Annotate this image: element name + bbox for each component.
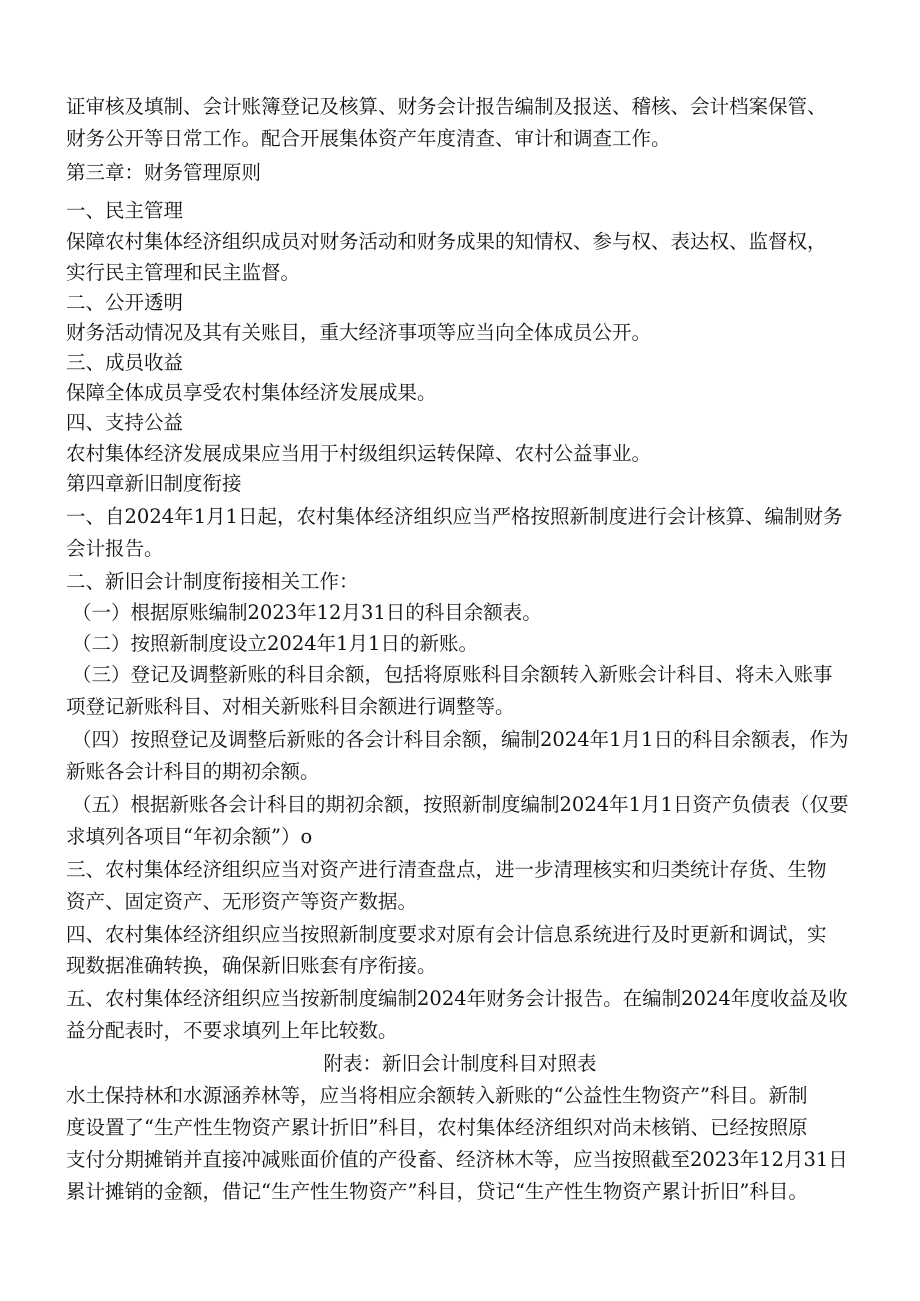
text-line: 项登记新账科目、对相关新账科目余额进行调整等。 xyxy=(66,695,515,718)
text-line: 累计摊销的金额，借记“生产性生物资产”科目，贷记“生产性生物资产累计折旧”科目。 xyxy=(66,1180,808,1203)
text-line: 水土保持林和水源涵养林等，应当将相应余额转入新账的“公益性生物资产”科目。新制 xyxy=(66,1084,808,1107)
list-item: （四）按照登记及调整后新账的各会计科目余额，编制2024年1月1日的科目余额表，作为 xyxy=(72,728,849,751)
text-line: 求填列各项目“年初余额”）o xyxy=(66,825,313,848)
chapter-heading: 第三章：财务管理原则 xyxy=(66,161,262,184)
text-line: 会计报告。 xyxy=(66,537,164,560)
text-line: 益分配表时，不要求填列上年比较数。 xyxy=(66,1019,398,1042)
section-heading: 四、支持公益 xyxy=(66,411,184,434)
list-item: （一）根据原账编制2023年12月31日的科目余额表。 xyxy=(72,601,542,624)
list-item: （五）根据新账各会计科目的期初余额，按照新制度编制2024年1月1日资产负债表（仅要 xyxy=(72,793,849,816)
section-heading: 三、成员收益 xyxy=(66,351,184,374)
text-line: 四、农村集体经济组织应当按照新制度要求对原有会计信息系统进行及时更新和调试，实 xyxy=(66,923,827,946)
text-line: 新账各会计科目的期初余额。 xyxy=(66,760,320,783)
text-line: 支付分期摊销并直接冲减账面价值的产役畜、经济林木等，应当按照截至2023年12月31日 xyxy=(66,1148,848,1171)
text-line: 保障农村集体经济组织成员对财务活动和财务成果的知情权、参与权、表达权、监督权， xyxy=(66,230,827,253)
chapter-heading: 第四章新旧制度衔接 xyxy=(66,472,242,495)
text-line: 五、农村集体经济组织应当按新制度编制2024年财务会计报告。在编制2024年度收益及收 xyxy=(66,987,848,1010)
text-line: 财务公开等日常工作。配合开展集体资产年度清查、审计和调查工作。 xyxy=(66,127,671,150)
text-line: 证审核及填制、会计账簿登记及核算、财务会计报告编制及报送、稽核、会计档案保管、 xyxy=(66,95,827,118)
text-line: 保障全体成员享受农村集体经济发展成果。 xyxy=(66,381,437,404)
section-heading: 二、公开透明 xyxy=(66,291,184,314)
text-line: 实行民主管理和民主监督。 xyxy=(66,261,301,284)
text-line: 现数据准确转换，确保新旧账套有序衔接。 xyxy=(66,954,437,977)
section-heading: 一、民主管理 xyxy=(66,199,184,222)
text-line: 资产、固定资产、无形资产等资产数据。 xyxy=(66,890,418,913)
list-item: （三）登记及调整新账的科目余额，包括将原账科目余额转入新账会计科目、将未入账事 xyxy=(72,663,833,686)
text-line: 财务活动情况及其有关账目，重大经济事项等应当向全体成员公开。 xyxy=(66,321,652,344)
list-item: （二）按照新制度设立2024年1月1日的新账。 xyxy=(72,632,478,655)
text-line: 度设置了“生产性生物资产累计折旧”科目，农村集体经济组织对尚未核销、已经按照原 xyxy=(66,1116,808,1139)
text-line: 一、自2024年1月1日起，农村集体经济组织应当严格按照新制度进行会计核算、编制财务 xyxy=(66,505,843,528)
text-line: 农村集体经济发展成果应当用于村级组织运转保障、农村公益事业。 xyxy=(66,442,652,465)
text-line: 二、新旧会计制度衔接相关工作： xyxy=(66,570,359,593)
text-line: 三、农村集体经济组织应当对资产进行清查盘点，进一步清理核实和归类统计存货、生物 xyxy=(66,858,827,881)
appendix-title: 附表：新旧会计制度科目对照表 xyxy=(323,1052,597,1075)
